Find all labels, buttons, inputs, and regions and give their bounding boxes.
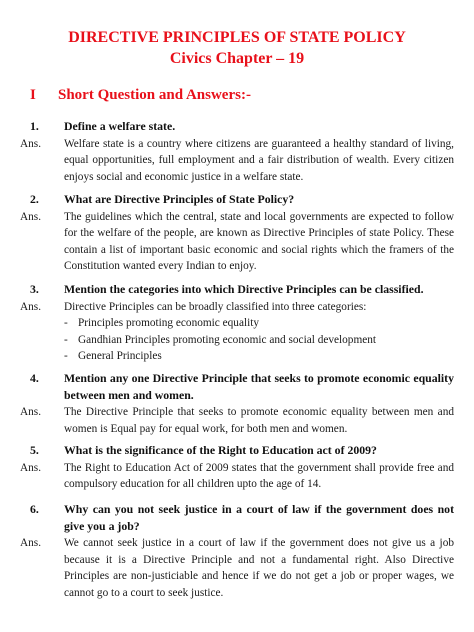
question-row — [20, 191, 454, 208]
answer-row — [20, 535, 454, 601]
qa-item-2 — [20, 191, 454, 275]
section-title: Short Question and Answers:- — [58, 87, 251, 103]
answer-text: The Right to Education Act of 2009 states that the government shall provide free and compulsory education for all children upto the age of 14. — [64, 461, 454, 491]
answer-label: Ans. — [20, 300, 42, 313]
answer-row — [20, 136, 454, 186]
document-title: DIRECTIVE PRINCIPLES OF STATE POLICY — [68, 29, 406, 46]
answer-row — [20, 404, 454, 437]
answer-text: We cannot seek justice in a court of law if the government does not give us a job because it is a Directive Principle and not a fundamental right. Also Directive Principles are non-justiciable and hence if we do not get a job or proper wages, we cannot go to a court to seek justice. — [64, 537, 454, 599]
question-row — [20, 501, 454, 534]
category-list — [20, 315, 454, 365]
question-text: What are Directive Principles of State Policy? — [64, 192, 295, 206]
answer-row — [20, 460, 454, 493]
question-number: 4. — [30, 371, 39, 385]
question-row — [20, 118, 454, 135]
question-text: Mention the categories into which Directive Principles can be classified. — [64, 282, 424, 296]
question-number: 3. — [30, 282, 39, 296]
list-item-text: Gandhian Principles promoting economic and social development — [78, 333, 377, 346]
answer-label: Ans. — [20, 137, 42, 150]
question-text: Mention any one Directive Principle that seeks to promote economic equality between men and women. — [64, 371, 454, 402]
question-number: 1. — [30, 119, 39, 133]
list-item-text: Principles promoting economic equality — [78, 317, 260, 330]
section-number: I — [30, 87, 36, 103]
question-row — [20, 281, 454, 298]
question-row — [20, 370, 454, 403]
question-text: Define a welfare state. — [64, 119, 176, 133]
list-item-text: General Principles — [78, 350, 162, 363]
answer-row — [20, 299, 454, 316]
qa-item-3 — [20, 281, 454, 365]
question-text: Why can you not seek justice in a court of law if the government does not give you a job? — [64, 502, 454, 533]
answer-label: Ans. — [20, 210, 42, 223]
question-number: 6. — [30, 502, 39, 516]
answer-label: Ans. — [20, 406, 42, 419]
question-number: 5. — [30, 443, 39, 457]
question-row — [20, 442, 454, 459]
answer-row — [20, 209, 454, 275]
qa-item-6 — [20, 501, 454, 602]
answer-text: Directive Principles can be broadly classified into three categories: — [64, 300, 367, 313]
answer-text: The Directive Principle that seeks to promote economic equality between men and women is Equal pay for equal work, for both men and women. — [64, 406, 454, 435]
answer-text: Welfare state is a country where citizens are guaranteed a healthy standard of living, equal opportunities, full employment and a fair distribution of wealth. Every citizen enjoys social and economic justice in a welfare state. — [64, 137, 454, 183]
qa-item-1 — [20, 118, 454, 185]
answer-label: Ans. — [20, 461, 42, 474]
list-item: - General Principles — [64, 348, 454, 365]
list-item: - Gandhian Principles promoting economic and social development — [64, 332, 454, 349]
question-number: 2. — [30, 192, 39, 206]
list-item: - Principles promoting economic equality — [64, 315, 454, 332]
section-heading — [30, 86, 450, 104]
qa-item-4 — [20, 370, 454, 437]
qa-item-5 — [20, 442, 454, 493]
question-text: What is the significance of the Right to Education act of 2009? — [64, 443, 377, 457]
answer-label: Ans. — [20, 537, 42, 550]
chapter-subtitle: Civics Chapter – 19 — [169, 50, 305, 67]
answer-text: The guidelines which the central, state and local governments are expected to follow for the welfare of the people, are known as Directive Principles of state Policy. These contain a list of important basic economic and social rights which the framers of the Constitution wanted every Indian to enjoy. — [64, 210, 454, 273]
